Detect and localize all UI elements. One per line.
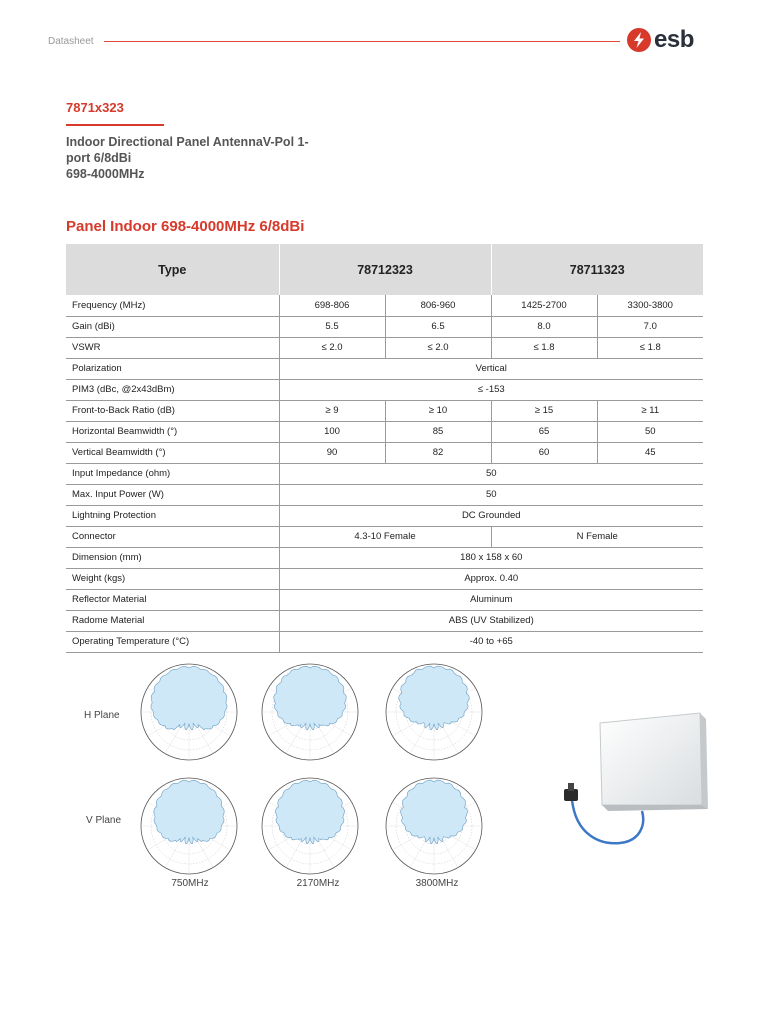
spec-row-front-to-back-ratio-db: [66, 400, 703, 421]
spec-row-weight-kgs: [66, 568, 703, 589]
radiation-pattern-v-3800: [384, 776, 484, 876]
spec-value: 806-960: [385, 295, 491, 316]
spec-value: 45: [597, 442, 703, 463]
spec-label: Input Impedance (ohm): [72, 468, 171, 479]
spec-value: ≥ 9: [279, 400, 385, 421]
spec-value: N Female: [491, 526, 703, 547]
spec-label: PIM3 (dBc, @2x43dBm): [72, 384, 175, 395]
section-title: Panel Indoor 698-4000MHz 6/8dBi: [66, 218, 305, 235]
spec-value: 65: [491, 421, 597, 442]
spec-value: ≥ 10: [385, 400, 491, 421]
spec-label: Front-to-Back Ratio (dB): [72, 405, 175, 416]
spec-row-max-input-power-w: [66, 484, 703, 505]
spec-value: ABS (UV Stabilized): [279, 610, 703, 631]
radiation-pattern-v-2170: [260, 776, 360, 876]
spec-value: ≤ -153: [279, 379, 703, 400]
type-header: Type: [66, 244, 279, 295]
spec-value: ≥ 15: [491, 400, 597, 421]
spec-value: DC Grounded: [279, 505, 703, 526]
spec-value: ≤ 1.8: [597, 337, 703, 358]
spec-value: ≤ 1.8: [491, 337, 597, 358]
spec-label: Dimension (mm): [72, 552, 142, 563]
spec-value: 5.5: [279, 316, 385, 337]
spec-value: 50: [597, 421, 703, 442]
document-type-label: Datasheet: [48, 36, 94, 47]
radiation-pattern-h-750: [139, 662, 239, 762]
spec-label: Vertical Beamwidth (°): [72, 447, 166, 458]
spec-value: 50: [279, 484, 703, 505]
pattern-frequency-2170: 2170MHz: [296, 878, 340, 889]
spec-value: 7.0: [597, 316, 703, 337]
spec-label: Lightning Protection: [72, 510, 156, 521]
spec-row-operating-temperature-c: [66, 631, 703, 652]
spec-value: 8.0: [491, 316, 597, 337]
radiation-pattern-h-2170: [260, 662, 360, 762]
brand-logo-icon: [626, 27, 652, 53]
spec-value: 60: [491, 442, 597, 463]
spec-label: Frequency (MHz): [72, 299, 146, 311]
pattern-frequency-3800: 3800MHz: [415, 878, 459, 889]
spec-value: 4.3-10 Female: [279, 526, 491, 547]
radiation-pattern-v-750: [139, 776, 239, 876]
product-frequency-range: 698-4000MHz: [66, 167, 145, 181]
brand-logo: [626, 26, 694, 54]
spec-value: 698-806: [279, 295, 385, 316]
spec-table-header: [66, 244, 703, 295]
spec-row-connector: [66, 526, 703, 547]
spec-row-polarization: [66, 358, 703, 379]
spec-value: ≤ 2.0: [279, 337, 385, 358]
spec-value: Aluminum: [279, 589, 703, 610]
spec-label: Max. Input Power (W): [72, 489, 164, 500]
spec-label: Radome Material: [72, 615, 145, 626]
spec-table: [66, 244, 703, 653]
spec-value: -40 to +65: [279, 631, 703, 652]
v-plane-label: V Plane: [86, 815, 122, 826]
spec-row-dimension-mm: [66, 547, 703, 568]
h-plane-label: H Plane: [84, 710, 120, 721]
spec-value: 90: [279, 442, 385, 463]
spec-value: Approx. 0.40: [279, 568, 703, 589]
spec-row-lightning-protection: [66, 505, 703, 526]
product-description: [66, 134, 326, 182]
pattern-frequency-750: 750MHz: [171, 878, 209, 889]
spec-row-radome-material: [66, 610, 703, 631]
spec-row-vswr: [66, 337, 703, 358]
spec-row-frequency-mhz: [66, 295, 703, 316]
spec-value: 85: [385, 421, 491, 442]
spec-label: Polarization: [72, 363, 122, 374]
spec-value: 82: [385, 442, 491, 463]
antenna-product-image: [550, 705, 710, 865]
spec-label: Gain (dBi): [72, 321, 115, 332]
spec-value: 100: [279, 421, 385, 442]
model-b-header: 78711323: [569, 262, 625, 277]
spec-label: Connector: [72, 531, 116, 542]
spec-row-vertical-beamwidth: [66, 442, 703, 463]
spec-value: 3300-3800: [597, 295, 703, 316]
spec-row-horizontal-beamwidth: [66, 421, 703, 442]
header-divider: [104, 41, 620, 42]
spec-value: 6.5: [385, 316, 491, 337]
spec-value: 180 x 158 x 60: [279, 547, 703, 568]
spec-label: Weight (kgs): [72, 573, 126, 584]
spec-label: Reflector Material: [72, 594, 147, 605]
spec-row-pim3-dbc-2x43dbm: [66, 379, 703, 400]
brand-logo-text: esb: [654, 26, 694, 53]
spec-row-reflector-material: [66, 589, 703, 610]
spec-value: 1425-2700: [491, 295, 597, 316]
product-description-text: Indoor Directional Panel AntennaV-Pol 1-port 6/8dBi: [66, 135, 309, 165]
model-number: 7871x323: [66, 100, 124, 115]
spec-label: Operating Temperature (°C): [72, 636, 190, 647]
spec-value: Vertical: [279, 358, 703, 379]
spec-row-gain-dbi: [66, 316, 703, 337]
spec-label: VSWR: [72, 342, 101, 353]
model-a-header: 78712323: [279, 244, 491, 295]
spec-value: ≥ 11: [597, 400, 703, 421]
spec-label: Horizontal Beamwidth (°): [72, 426, 178, 437]
radiation-pattern-h-3800: [384, 662, 484, 762]
model-underline: [66, 124, 164, 126]
spec-value: 50: [279, 463, 703, 484]
spec-value: ≤ 2.0: [385, 337, 491, 358]
spec-row-input-impedance-ohm: [66, 463, 703, 484]
